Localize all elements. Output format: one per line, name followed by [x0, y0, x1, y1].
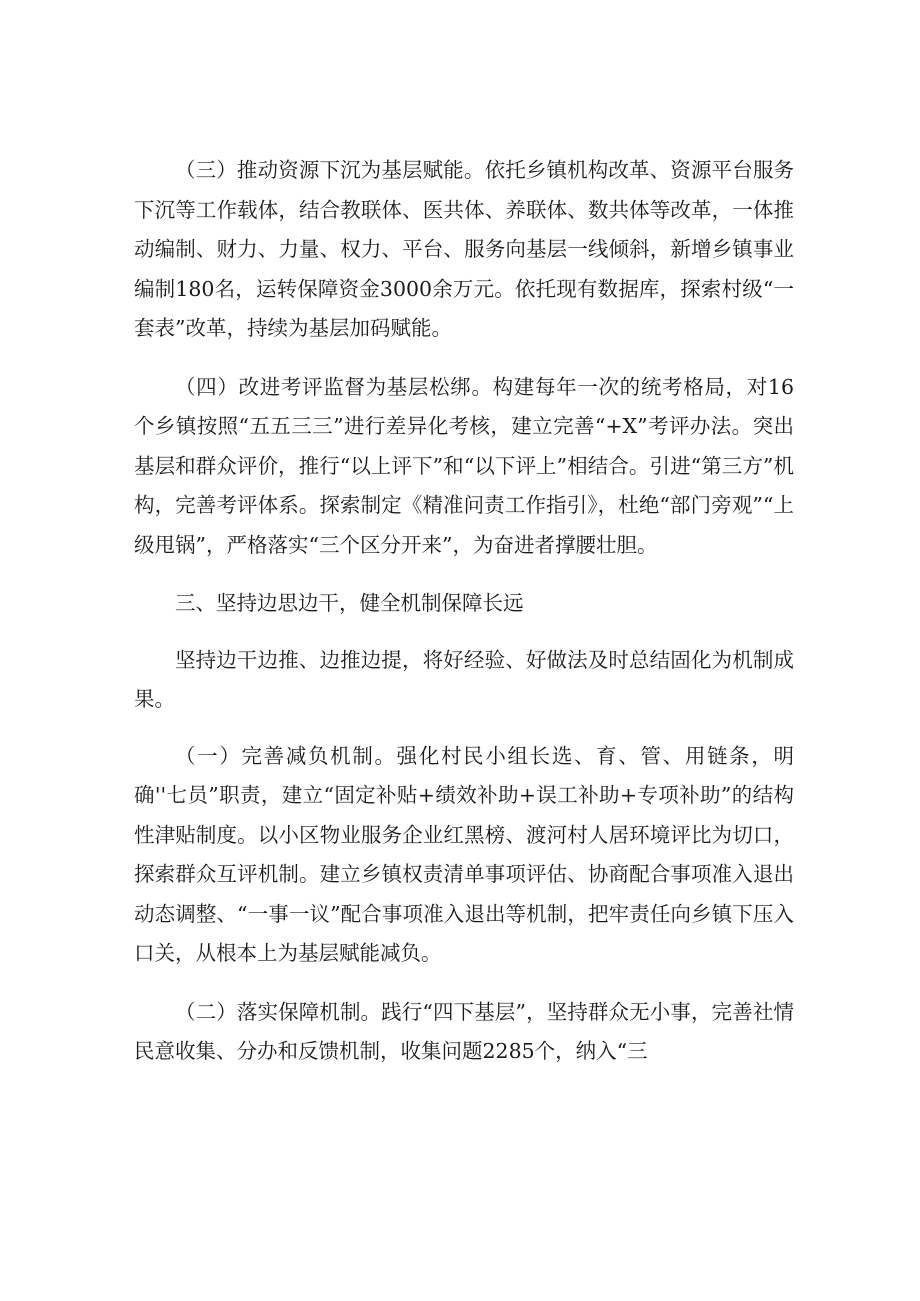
paragraph-burden-reduction: （一）完善减负机制。强化村民小组长选、育、管、用链条，明确''七员”职责，建立“固定补贴+绩效补助+误工补助+专项补助”的结构性津贴制度。以小区物业服务企业红黑榜、渡河村人居环境评比为切口，探索群众互评机制。建立乡镇权责清单事项评估、协商配合事项准入退出动态调整、“一事一议”配合事项准入退出等机制，把牢责任向乡镇下压入口关，从根本上为基层赋能减负。: [134, 743, 794, 965]
paragraph-guarantee-mechanism: （二）落实保障机制。践行“四下基层”，坚持群众无小事，完善社情民意收集、分办和反馈机制，收集问题2285个，纳入“三: [134, 999, 794, 1063]
document-body: [134, 151, 794, 1091]
paragraph-evaluation-reform: （四）改进考评监督为基层松绑。构建每年一次的统考格局，对16个乡镇按照“五五三三”进行差异化考核，建立完善“+X”考评办法。突出基层和群众评价，推行“以上评下”和“以下评上”相结合。引进“第三方”机构，完善考评体系。探索制定《精准问责工作指引》，杜绝“部门旁观”“上级甩锅”，严格落实“三个区分开来”，为奋进者撑腰壮胆。: [134, 374, 794, 557]
paragraph-section-intro: 坚持边干边推、边推边提，将好经验、好做法及时总结固化为机制成果。: [134, 647, 794, 711]
paragraph-resource-empowerment: （三）推动资源下沉为基层赋能。依托乡镇机构改革、资源平台服务下沉等工作载体，结合教联体、医共体、养联体、数共体等改革，一体推动编制、财力、力量、权力、平台、服务向基层一线倾斜，新增乡镇事业编制180名，运转保障资金3000余万元。依托现有数据库，探索村级“一套表”改革，持续为基层加码赋能。: [134, 158, 794, 340]
section-heading-three: 三、坚持边思边干，健全机制保障长远: [175, 591, 524, 615]
